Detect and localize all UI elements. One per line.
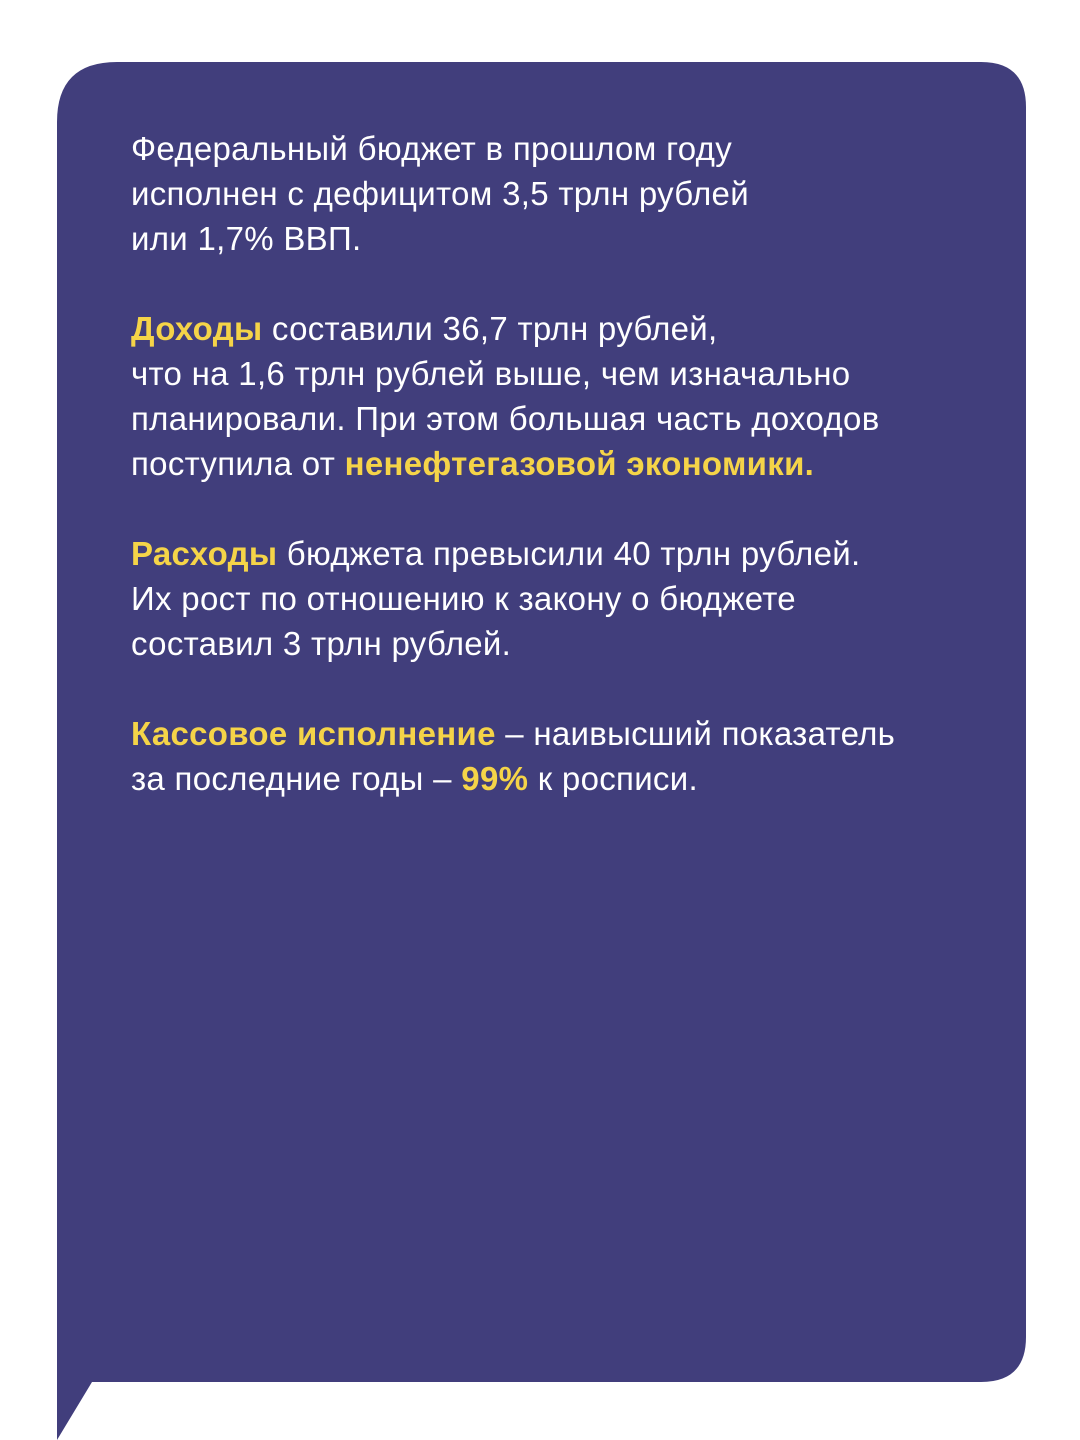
paragraph bbox=[131, 306, 1011, 486]
text-segment: поступила от bbox=[131, 445, 345, 482]
text-segment: бюджета превысили 40 трлн рублей. bbox=[277, 535, 861, 572]
bubble-text bbox=[131, 126, 1011, 846]
highlighted-text: Доходы bbox=[131, 310, 263, 347]
text-segment: что на 1,6 трлн рублей выше, чем изначально bbox=[131, 355, 851, 392]
text-line bbox=[131, 351, 1011, 396]
text-segment: за последние годы – bbox=[131, 760, 462, 797]
text-line bbox=[131, 171, 1011, 216]
text-line bbox=[131, 756, 1011, 801]
text-segment: планировали. При этом большая часть доходов bbox=[131, 400, 880, 437]
paragraph bbox=[131, 531, 1011, 666]
text-line bbox=[131, 621, 1011, 666]
highlighted-text: 99% bbox=[461, 760, 529, 797]
text-segment: составили 36,7 трлн рублей, bbox=[262, 310, 718, 347]
text-line bbox=[131, 306, 1011, 351]
highlighted-text: Кассовое исполнение bbox=[131, 715, 496, 752]
text-line bbox=[131, 711, 1011, 756]
paragraph bbox=[131, 711, 1011, 801]
text-segment: к росписи. bbox=[528, 760, 698, 797]
text-segment: Их рост по отношению к закону о бюджете bbox=[131, 580, 796, 617]
text-segment: исполнен с дефицитом 3,5 трлн рублей bbox=[131, 175, 749, 212]
text-segment: – наивысший показатель bbox=[495, 715, 896, 752]
paragraph bbox=[131, 126, 1011, 261]
text-line bbox=[131, 531, 1011, 576]
text-segment: или 1,7% ВВП. bbox=[131, 220, 362, 257]
text-line bbox=[131, 576, 1011, 621]
highlighted-text: Расходы bbox=[131, 535, 278, 572]
text-line bbox=[131, 441, 1011, 486]
text-segment: Федеральный бюджет в прошлом году bbox=[131, 130, 732, 167]
text-line bbox=[131, 216, 1011, 261]
highlighted-text: ненефтегазовой экономики. bbox=[344, 445, 815, 482]
text-line bbox=[131, 396, 1011, 441]
text-line bbox=[131, 126, 1011, 171]
text-segment: составил 3 трлн рублей. bbox=[131, 625, 512, 662]
